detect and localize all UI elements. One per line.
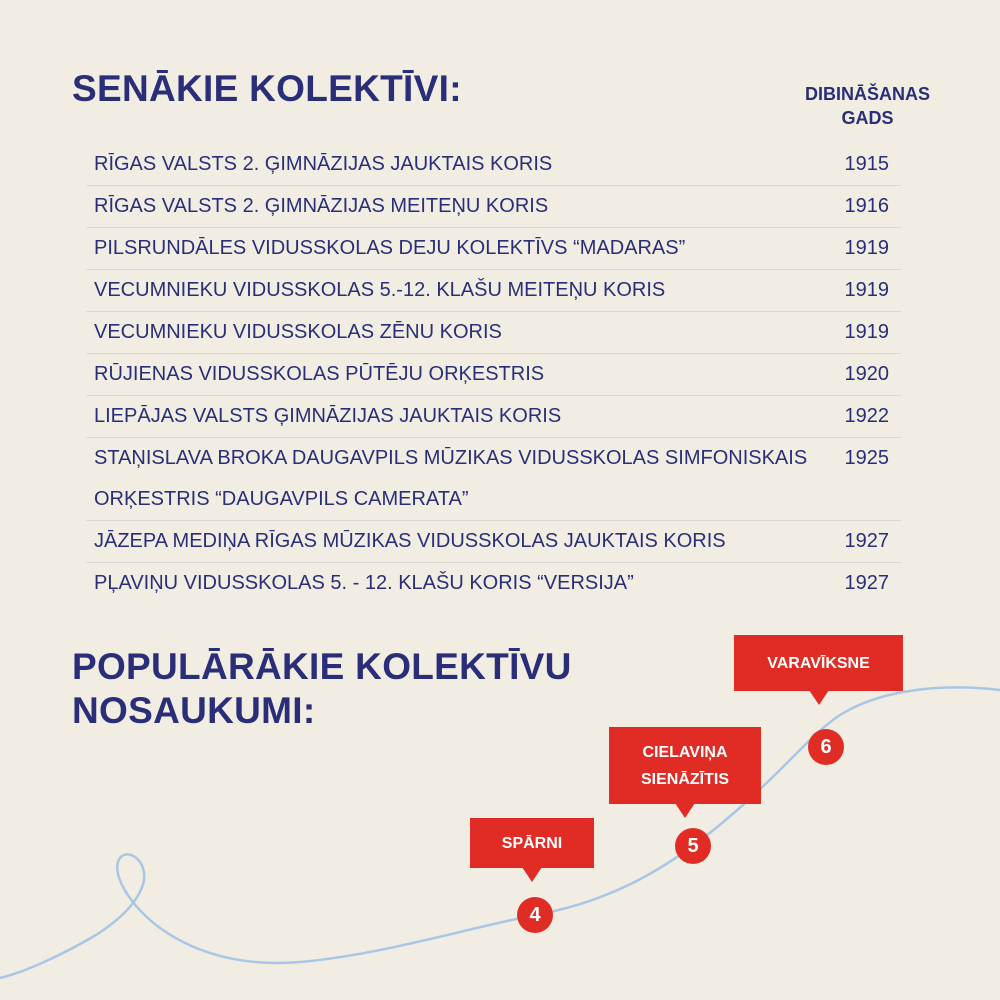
oldest-collectives-title: SENĀKIE KOLEKTĪVI: (72, 68, 462, 109)
rank-badge: 4 (517, 897, 553, 933)
collective-name: RĪGAS VALSTS 2. ĢIMNĀZIJAS JAUKTAIS KORIS (94, 153, 553, 175)
collective-name: PĻAVIŅU VIDUSSKOLAS 5. - 12. KLAŠU KORIS “VERSIJA” (94, 572, 634, 594)
collective-name: STAŅISLAVA BROKA DAUGAVPILS MŪZIKAS VIDUSSKOLAS SIMFONISKAIS ORĶESTRIS “DAUGAVPILS CAMERATA” (94, 447, 808, 510)
collective-name: VECUMNIEKU VIDUSSKOLAS ZĒNU KORIS (94, 321, 502, 343)
founding-year: 1922 (844, 405, 889, 427)
tag-label: SIENĀZĪTIS (640, 770, 729, 788)
founding-year: 1919 (844, 279, 889, 301)
founding-year: 1916 (844, 195, 889, 217)
popular-names-title: POPULĀRĀKIE KOLEKTĪVU NOSAUKUMI: (72, 646, 572, 731)
tag-label: VARAVĪKSNE (767, 654, 870, 672)
collective-name: RĪGAS VALSTS 2. ĢIMNĀZIJAS MEITEŅU KORIS (94, 195, 549, 217)
popular-name-tag-cielavina (609, 727, 761, 804)
popular-name-tag-varaviksne (734, 635, 903, 691)
founding-year: 1927 (844, 572, 889, 594)
founding-year: 1925 (844, 447, 889, 469)
tag-label: CIELAVIŅA (642, 743, 728, 761)
founding-year: 1920 (844, 363, 889, 385)
collective-name: RŪJIENAS VIDUSSKOLAS PŪTĒJU ORĶESTRIS (94, 363, 545, 385)
popular-name-tag-sparni (470, 818, 594, 868)
founding-year: 1927 (844, 530, 889, 552)
founding-year: 1915 (844, 153, 889, 175)
tag-label: SPĀRNI (501, 834, 563, 852)
collective-name: VECUMNIEKU VIDUSSKOLAS 5.-12. KLAŠU MEITEŅU KORIS (94, 279, 666, 301)
collective-name: LIEPĀJAS VALSTS ĢIMNĀZIJAS JAUKTAIS KORIS (94, 405, 562, 427)
rank-badge: 5 (675, 828, 711, 864)
collective-name: JĀZEPA MEDIŅA RĪGAS MŪZIKAS VIDUSSKOLAS JAUKTAIS KORIS (94, 530, 726, 552)
founding-year: 1919 (844, 321, 889, 343)
founding-year: 1919 (844, 237, 889, 259)
rank-badge: 6 (808, 729, 844, 765)
collective-name: PILSRUNDĀLES VIDUSSKOLAS DEJU KOLEKTĪVS “MADARAS” (94, 237, 686, 259)
founding-year-column-header: DIBINĀŠANAS GADS (804, 84, 930, 128)
